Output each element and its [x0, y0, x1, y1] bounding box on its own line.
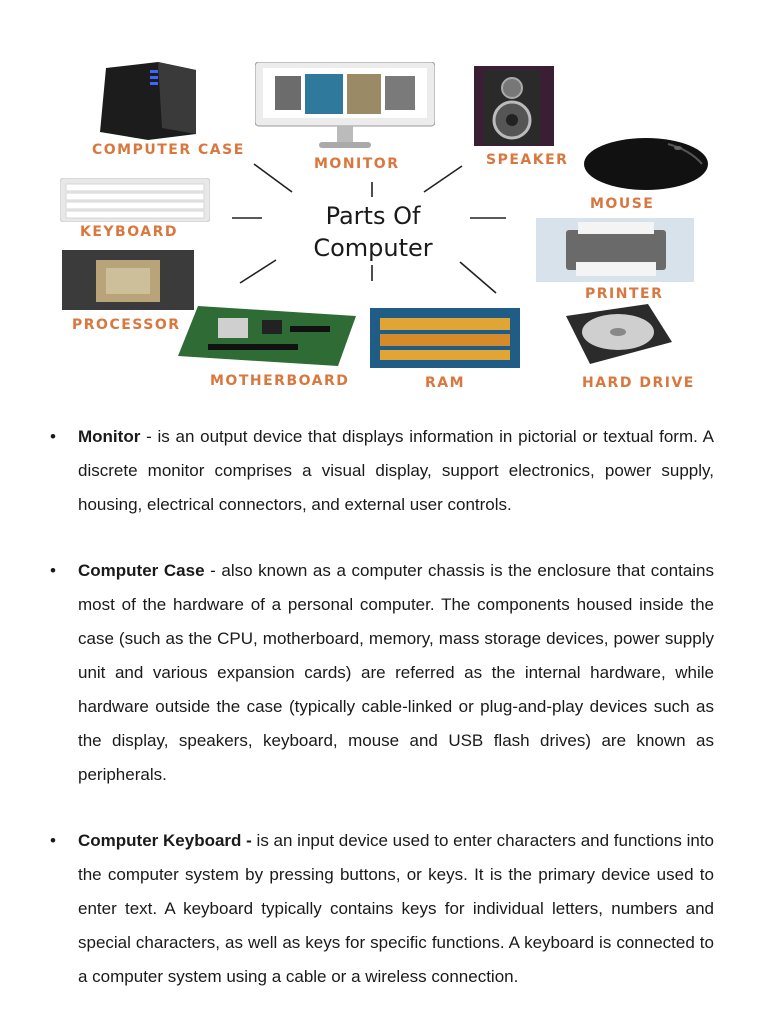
diagram-title-line1: Parts Of — [325, 202, 421, 230]
computer-case-image — [96, 60, 202, 140]
label-computer-case: COMPUTER CASE — [92, 142, 245, 158]
parts-of-computer-diagram — [0, 0, 768, 400]
diagram-title — [278, 200, 468, 264]
term-computer-keyboard: Computer Keyboard - — [78, 831, 252, 850]
processor-image — [62, 250, 194, 310]
speaker-image — [474, 66, 554, 146]
list-item-monitor — [50, 420, 714, 522]
mouse-image — [578, 126, 708, 194]
monitor-image — [255, 62, 435, 154]
definition-monitor: - is an output device that displays information in pictorial or textual form. A discrete monitor comprises a visual display, support electronics, power supply, housing, electrical connectors, and external user controls. — [78, 427, 714, 514]
label-motherboard: MOTHERBOARD — [210, 373, 350, 389]
label-ram: RAM — [425, 375, 466, 391]
motherboard-image — [178, 302, 356, 366]
label-speaker: SPEAKER — [486, 152, 569, 168]
ram-image — [370, 308, 520, 368]
definition-computer-case: - also known as a computer chassis is the enclosure that contains most of the hardware of a personal computer. The components housed inside the case (such as the CPU, motherboard, memory, mass storage devices, power supply unit and various expansion cards) are referred as the internal hardware, while hardware outside the case (typically cable-linked or plug-and-play devices such as the display, speakers, keyboard, mouse and USB flash drives) are known as peripherals. — [78, 561, 715, 784]
keyboard-image — [60, 178, 210, 222]
label-mouse: MOUSE — [590, 196, 655, 212]
hard-drive-image — [556, 302, 674, 366]
term-monitor: Monitor — [78, 427, 141, 446]
list-item-computer-keyboard — [50, 824, 714, 994]
label-monitor: MONITOR — [314, 156, 400, 172]
label-printer: PRINTER — [585, 286, 664, 302]
label-processor: PROCESSOR — [72, 317, 181, 333]
bullet-icon: • — [50, 561, 56, 580]
label-hard-drive: HARD DRIVE — [582, 375, 695, 391]
label-keyboard: KEYBOARD — [80, 224, 178, 240]
definitions-list — [50, 420, 714, 994]
term-computer-case: Computer Case — [78, 561, 205, 580]
printer-image — [536, 218, 694, 282]
diagram-title-line2: Computer — [313, 234, 433, 262]
bullet-icon: • — [50, 427, 56, 446]
list-item-computer-case — [50, 554, 714, 792]
definition-computer-keyboard: is an input device used to enter characters and functions into the computer system by pressing buttons, or keys. It is the primary device used to enter text. A keyboard typically contains keys for individual letters, numbers and special characters, as well as keys for specific functions. A keyboard is connected to a computer system using a cable or a wireless connection. — [78, 831, 714, 986]
bullet-icon: • — [50, 831, 56, 850]
